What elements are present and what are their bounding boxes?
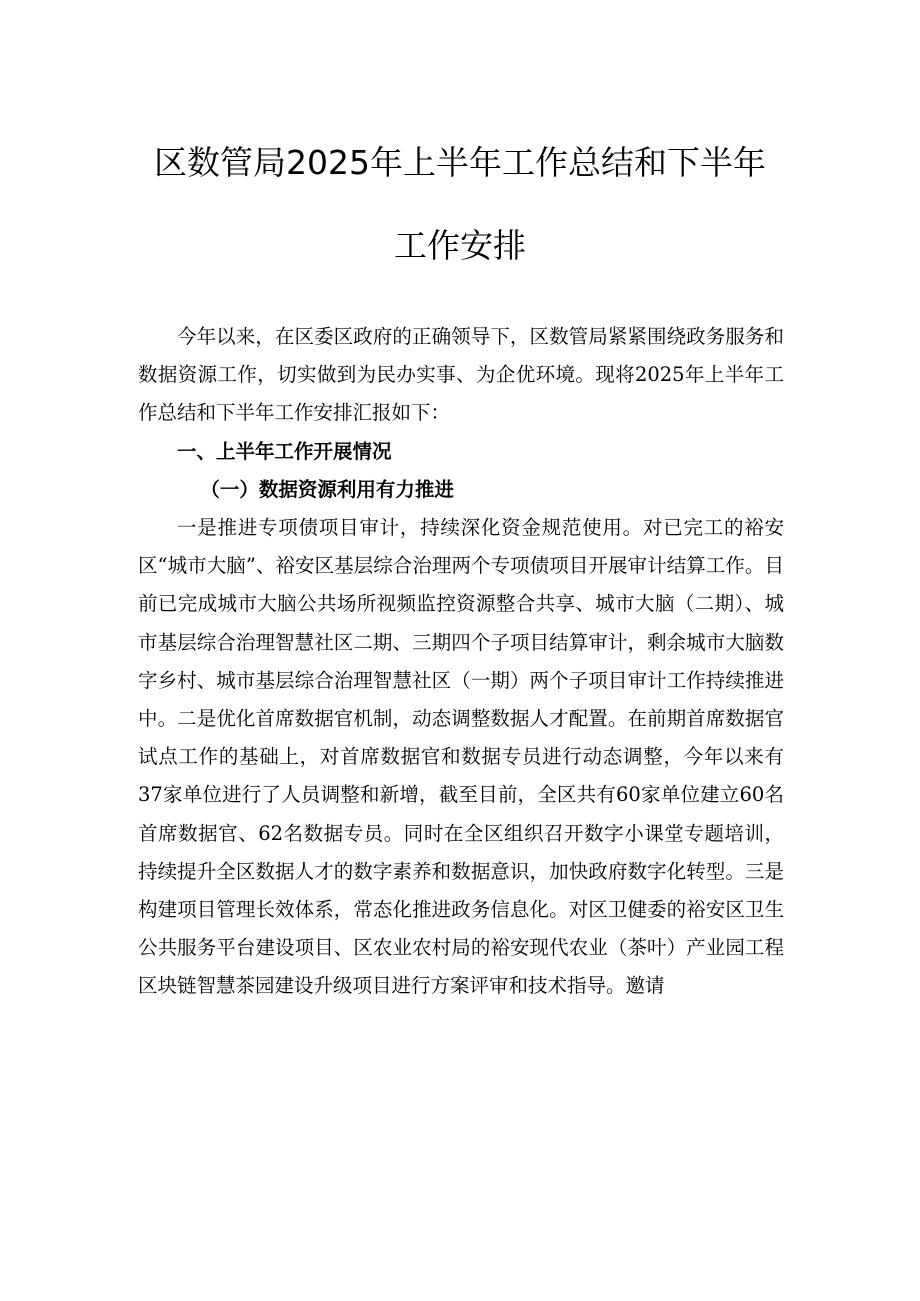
document-body: [138, 318, 784, 1006]
subsection-heading-1: （一）数据资源利用有力推进: [200, 477, 454, 501]
section-heading-1: 一、上半年工作开展情况: [177, 439, 392, 463]
document-title-line-1: 区数管局2025年上半年工作总结和下半年: [154, 143, 766, 182]
body-paragraph: 一是推进专项债项目审计，持续深化资金规范使用。对已完工的裕安区“城市大脑”、裕安区基层综合治理两个专项债项目开展审计结算工作。目前已完成城市大脑公共场所视频监控资源整合共享、城市大脑（二期）、城市基层综合治理智慧社区二期、三期四个子项目结算审计，剩余城市大脑数字乡村、城市基层综合治理智慧社区（一期）两个子项目审计工作持续推进中。二是优化首席数据官机制，动态调整数据人才配置。在前期首席数据官试点工作的基础上，对首席数据官和数据专员进行动态调整，今年以来有37家单位进行了人员调整和新增，截至目前，全区共有60家单位建立60名首席数据官、62名数据专员。同时在全区组织召开数字小课堂专题培训，持续提升全区数据人才的数字素养和数据意识，加快政府数字化转型。三是构建项目管理长效体系，常态化推进政务信息化。对区卫健委的裕安区卫生公共服务平台建设项目、区农业农村局的裕安现代农业（茶叶）产业园工程区块链智慧茶园建设升级项目进行方案评审和技术指导。邀请: [138, 516, 784, 998]
intro-paragraph: 今年以来，在区委区政府的正确领导下，区数管局紧紧围绕政务服务和数据资源工作，切实做到为民办实事、为企优环境。现将2025年上半年工作总结和下半年工作安排汇报如下：: [138, 325, 784, 425]
document-title-line-2: 工作安排: [394, 226, 526, 265]
